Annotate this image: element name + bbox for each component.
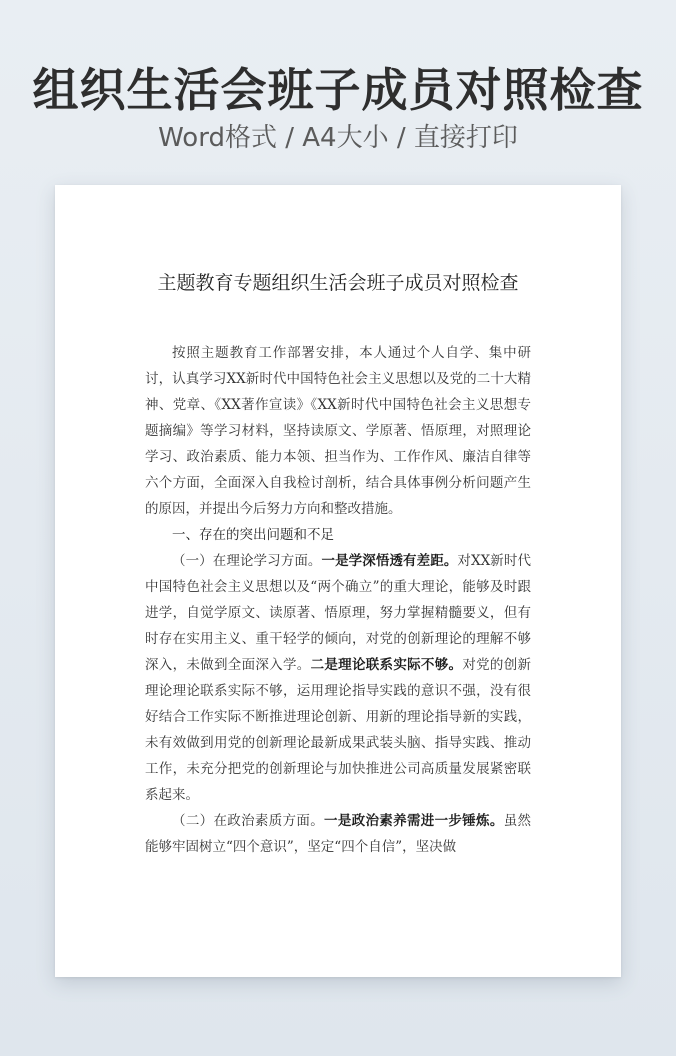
document-page (55, 185, 621, 977)
political-quality-lead: （二）在政治素质方面。 (172, 813, 325, 829)
political-point1-title: 一是政治素养需进一步锤炼。 (324, 813, 504, 829)
banner-title: 组织生活会班子成员对照检查 (32, 63, 644, 117)
theory-point1-text: 对XX新时代中国特色社会主义思想以及“两个确立”的重大理论，能够及时跟进学，自觉学原文、读原著、悟原理，努力掌握精髓要义，但有时存在实用主义、重干轻学的倾向，对党的创新理论的理解不够深入，未做到全面深入学。 (145, 553, 531, 673)
document-title: 主题教育专题组织生活会班子成员对照检查 (157, 272, 519, 294)
theory-study-paragraph (145, 548, 531, 808)
theory-point2-title: 二是理论联系实际不够。 (310, 657, 463, 673)
political-point1-text: 虽然能够牢固树立“四个意识”，坚定“四个自信”，坚决做 (145, 813, 532, 855)
theory-point2-text: 对党的创新理论理论联系实际不够，运用理论指导实践的意识不强，没有很好结合工作实际不断推进理论创新、用新的理论指导新的实践，未有效做到用党的创新理论最新成果武装头脑、指导实践、推动工作，未充分把党的创新理论与加快推进公司高质量发展紧密联系起来。 (145, 657, 532, 803)
theory-point1-title: 一是学深悟透有差距。 (321, 553, 458, 569)
document-body (145, 340, 531, 860)
banner-subtitle: Word格式 / A4大小 / 直接打印 (158, 123, 518, 153)
section-heading: 一、存在的突出问题和不足 (172, 527, 334, 543)
intro-paragraph: 按照主题教育工作部署安排，本人通过个人自学、集中研讨，认真学习XX新时代中国特色社会主义思想以及党的二十大精神、党章、《XX著作宣读》《XX新时代中国特色社会主义思想专题摘编》等学习材料，坚持读原文、学原著、悟原理，对照理论学习、政治素质、能力本领、担当作为、工作作风、廉洁自律等六个方面，全面深入自我检讨剖析，结合具体事例分析问题产生的原因，并提出今后努力方向和整改措施。 (145, 345, 531, 517)
political-quality-paragraph (145, 808, 531, 860)
theory-study-lead: （一）在理论学习方面。 (172, 553, 322, 569)
